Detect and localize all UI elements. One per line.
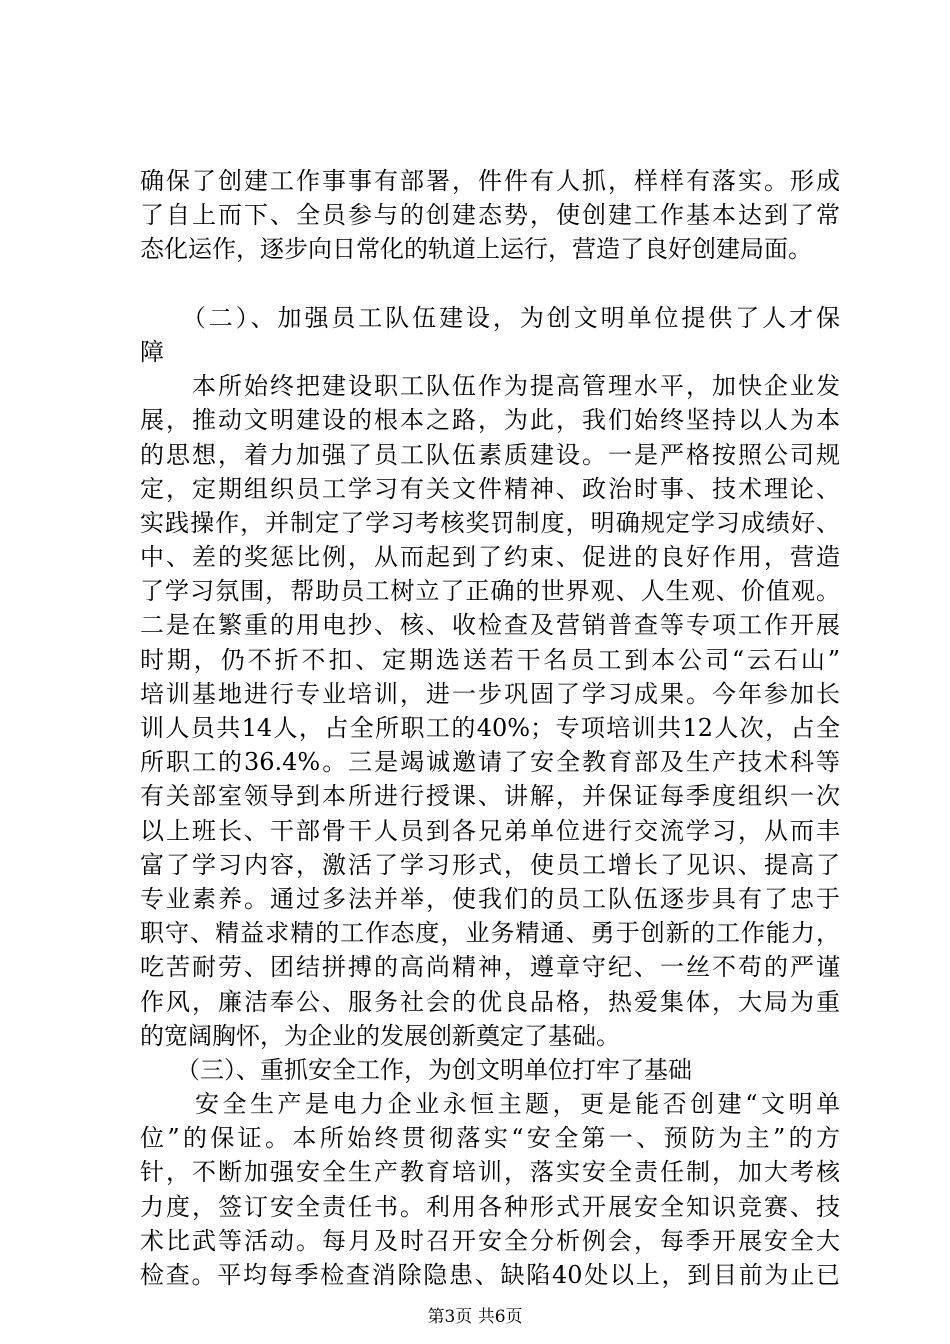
text-line: 针，不断加强安全生产教育培训，落实安全责任制，加大考核 xyxy=(140,1158,840,1187)
body-text xyxy=(140,164,840,1292)
text-line: 二是在繁重的用电抄、核、收检查及营销普查等专项工作开展 xyxy=(140,611,840,640)
text-line: 吃苦耐劳、团结拼搏的高尚精神，遵章守纪、一丝不苟的严谨 xyxy=(140,953,840,982)
text-line: 训人员共14人，占全所职工的40%；专项培训共12人次，占全 xyxy=(140,714,840,742)
text-line: 作风，廉洁奉公、服务社会的优良品格，热爱集体，大局为重 xyxy=(140,987,840,1016)
text-line: 展，推动文明建设的根本之路，为此，我们始终坚持以人为本 xyxy=(140,406,840,435)
text-line: 术比武等活动。每月及时召开安全分析例会，每季开展安全大 xyxy=(140,1226,840,1255)
text-line: 培训基地进行专业培训，进一步巩固了学习成果。今年参加长 xyxy=(140,679,840,708)
text-line: 专业素养。通过多法并举，使我们的员工队伍逐步具有了忠于 xyxy=(140,884,840,913)
text-line: 障 xyxy=(140,337,164,366)
text-line: 力度，签订安全责任书。利用各种形式开展安全知识竞赛、技 xyxy=(140,1192,840,1221)
text-line: 富了学习内容，激活了学习形式，使员工增长了见识、提高了 xyxy=(140,850,840,879)
text-line: 定，定期组织员工学习有关文件精神、政治时事、技术理论、 xyxy=(140,474,840,503)
text-line: 了自上而下、全员参与的创建态势，使创建工作基本达到了常 xyxy=(140,201,840,230)
paragraph-gap xyxy=(140,267,840,301)
text-line: 实践操作，并制定了学习考核奖罚制度，明确规定学习成绩好、 xyxy=(140,508,840,537)
text-line: 确保了创建工作事事有部署，件件有人抓，样样有落实。形成 xyxy=(140,167,840,195)
text-line: 的宽阔胸怀，为企业的发展创新奠定了基础。 xyxy=(140,1021,620,1050)
text-line: 有关部室领导到本所进行授课、讲解，并保证每季度组织一次 xyxy=(140,782,840,811)
text-line: 以上班长、干部骨干人员到各兄弟单位进行交流学习，从而丰 xyxy=(140,816,840,845)
text-line: 位”的保证。本所始终贯彻落实“安全第一、预防为主”的方 xyxy=(140,1124,840,1153)
text-line: 职守、精益求精的工作态度，业务精通、勇于创新的工作能力， xyxy=(140,919,840,948)
text-line: 时期，仍不折不扣、定期选送若干名员工到本公司“云石山” xyxy=(140,645,840,674)
text-line: 检查。平均每季检查消除隐患、缺陷40处以上，到目前为止已 xyxy=(140,1261,840,1289)
text-line: 安全生产是电力企业永恒主题，更是能否创建“文明单 xyxy=(140,1090,840,1119)
text-line: 本所始终把建设职工队伍作为提高管理水平，加快企业发 xyxy=(140,372,840,401)
text-line: 态化运作，逐步向日常化的轨道上运行，营造了良好创建局面。 xyxy=(140,235,812,264)
text-line: 中、差的奖惩比例，从而起到了约束、促进的良好作用，营造 xyxy=(140,543,840,572)
text-line: 了学习氛围，帮助员工树立了正确的世界观、人生观、价值观。 xyxy=(140,577,840,606)
page-footer: 第3页 共6页 xyxy=(427,1307,523,1327)
text-line: （三）、重抓安全工作，为创文明单位打牢了基础 xyxy=(140,1055,692,1084)
text-line: 的思想，着力加强了员工队伍素质建设。一是严格按照公司规 xyxy=(140,440,840,469)
text-line: 所职工的36.4%。三是竭诚邀请了安全教育部及生产技术科等 xyxy=(140,748,840,777)
text-line: （二）、加强员工队伍建设，为创文明单位提供了人才保 xyxy=(140,303,840,332)
